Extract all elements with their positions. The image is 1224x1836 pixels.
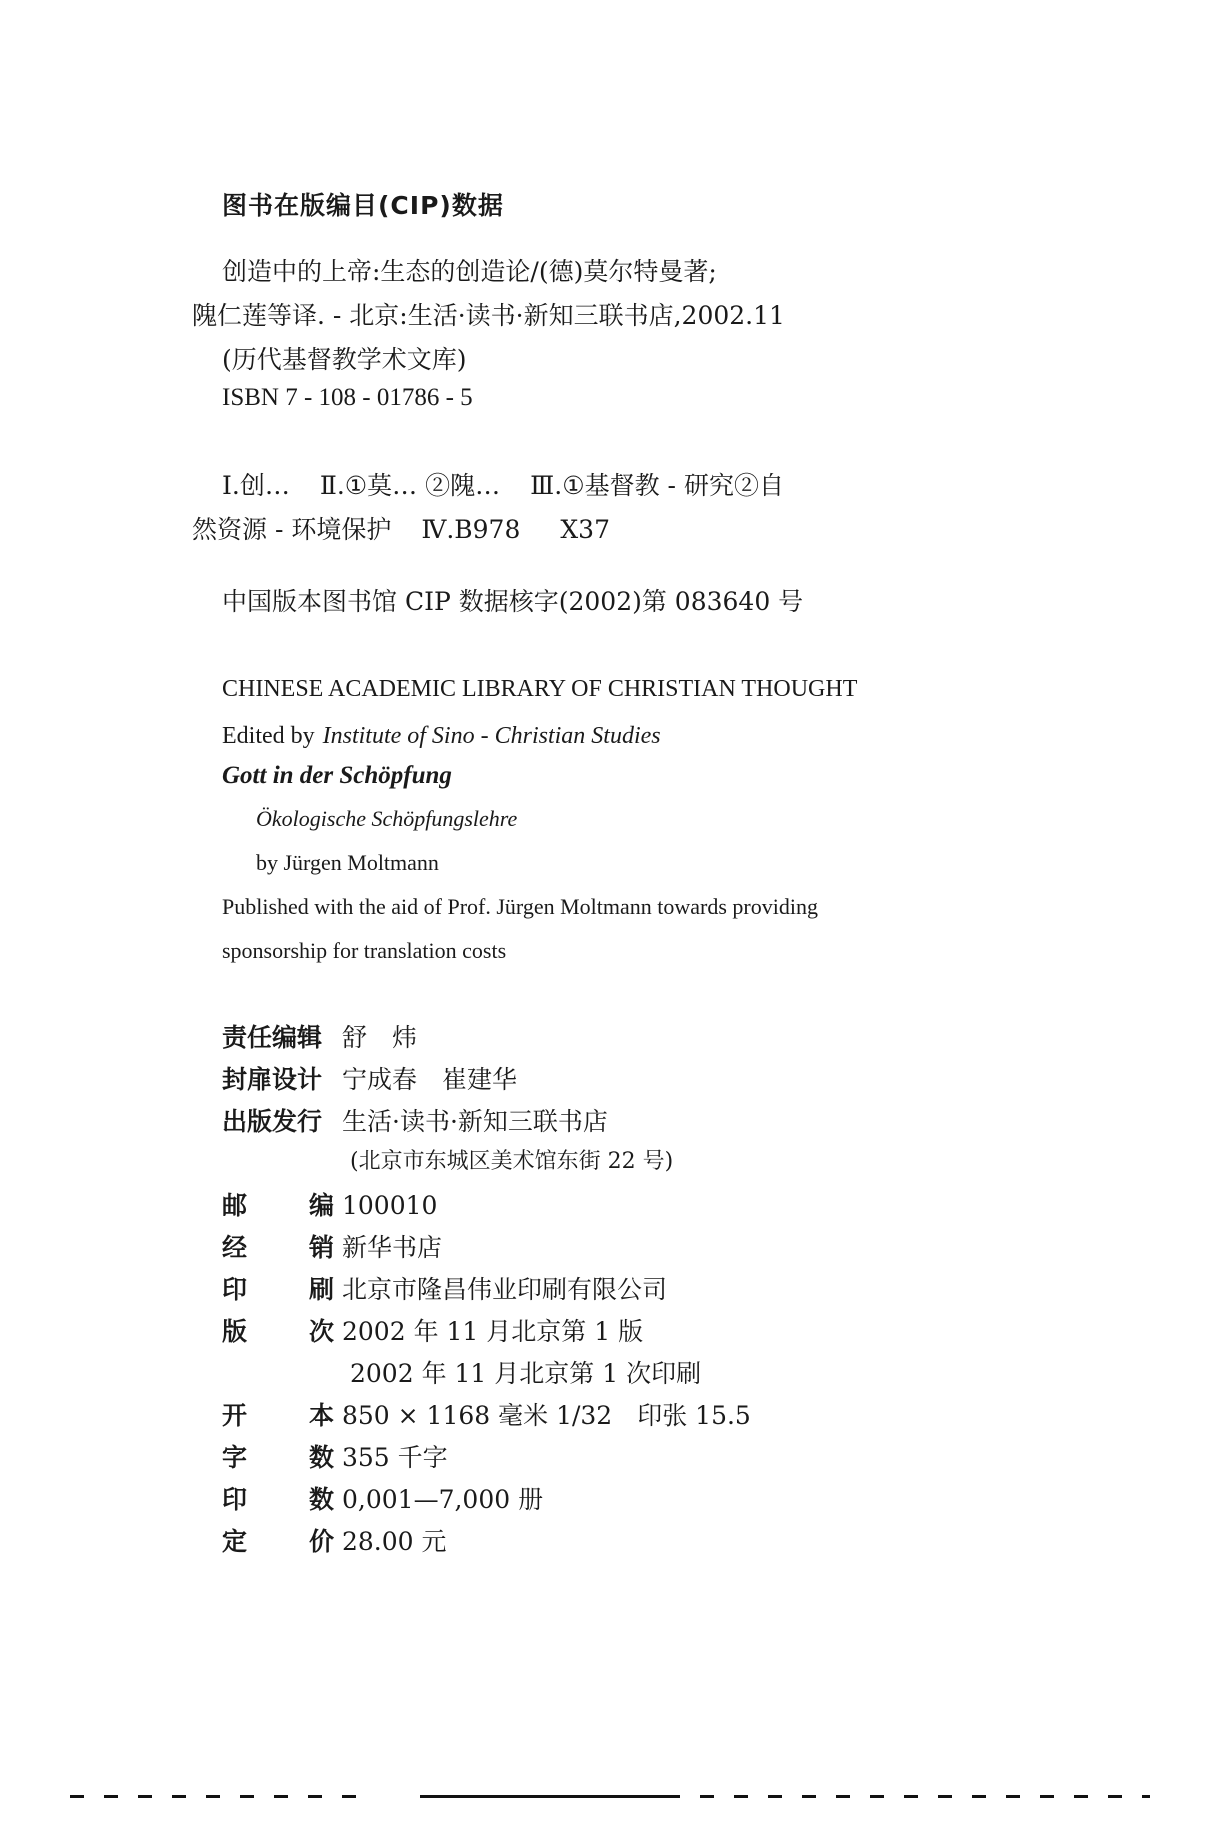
imprint-editor-row (222, 1018, 417, 1054)
imprint-cover-label: 封扉设计 (222, 1065, 323, 1094)
published-note-line1: Published with the aid of Prof. Jürgen Moltmann towards providing (222, 894, 818, 919)
classification-2: Ⅱ.①莫… ②隗… (319, 471, 501, 500)
imprint-copies-value: 0,001—7,000 册 (342, 1485, 544, 1514)
imprint-edition-row (222, 1312, 643, 1348)
imprint-editor-value: 舒 炜 (342, 1023, 418, 1052)
imprint-printer-label: 印 刷 (222, 1275, 334, 1304)
classification-5: X37 (560, 515, 610, 544)
original-title: Gott in der Schöpfung (222, 762, 452, 789)
classification-4: Ⅳ.B978 (421, 515, 521, 544)
imprint-distributor-row (222, 1228, 442, 1264)
imprint-copies-label: 印 数 (222, 1485, 334, 1514)
imprint-copies-row (222, 1480, 543, 1516)
imprint-publisher-label: 出版发行 (222, 1107, 323, 1136)
cip-entry-line1: 创造中的上帝:生态的创造论/(德)莫尔特曼著; (222, 257, 717, 286)
cip-classification-line2 (192, 510, 610, 546)
imprint-price-label: 定 价 (222, 1527, 334, 1556)
edited-by-prefix: Edited by (222, 723, 315, 749)
imprint-words-value: 355 千字 (342, 1443, 448, 1472)
cip-entry-line2: 隗仁莲等译. - 北京:生活·读书·新知三联书店,2002.11 (192, 301, 785, 330)
imprint-distributor-label: 经 销 (222, 1233, 334, 1262)
original-subtitle: Ökologische Schöpfungslehre (256, 806, 518, 831)
imprint-postcode-label: 邮 编 (222, 1191, 334, 1220)
imprint-printer-row (222, 1270, 667, 1306)
imprint-editor-label: 责任编辑 (222, 1023, 323, 1052)
imprint-words-row (222, 1438, 448, 1474)
imprint-cover-row (222, 1060, 517, 1096)
scan-artifact-rule (420, 1795, 680, 1798)
imprint-edition-value-2: 2002 年 11 月北京第 1 次印刷 (350, 1359, 702, 1388)
classification-3: Ⅲ.①基督教 - 研究②自 (530, 471, 784, 500)
imprint-format-value: 850 × 1168 毫米 1/32 印张 15.5 (342, 1401, 751, 1430)
scan-artifact-dashes-right (700, 1795, 1150, 1798)
imprint-printer-value: 北京市隆昌伟业印刷有限公司 (342, 1275, 668, 1304)
imprint-postcode-value: 100010 (342, 1191, 438, 1220)
cip-verification: 中国版本图书馆 CIP 数据核字(2002)第 083640 号 (222, 587, 804, 616)
imprint-edition-value-1: 2002 年 11 月北京第 1 版 (342, 1317, 644, 1346)
scan-artifact-dashes-left (70, 1795, 370, 1798)
classification-3-cont: 然资源 - 环境保护 (192, 515, 392, 544)
imprint-format-label: 开 本 (222, 1401, 334, 1430)
imprint-edition-label: 版 次 (222, 1317, 334, 1346)
imprint-postcode-row (222, 1186, 437, 1222)
cip-heading: 图书在版编目(CIP)数据 (222, 191, 504, 220)
library-name: CHINESE ACADEMIC LIBRARY OF CHRISTIAN THOUGHT (222, 676, 858, 702)
imprint-publisher-value: 生活·读书·新知三联书店 (342, 1107, 608, 1136)
imprint-price-value: 28.00 元 (342, 1527, 447, 1556)
imprint-price-row (222, 1522, 447, 1558)
cip-series: (历代基督教学术文库) (222, 345, 467, 374)
imprint-address: (北京市东城区美术馆东街 22 号) (350, 1149, 674, 1174)
edited-by-line (222, 720, 661, 750)
imprint-publisher-row (222, 1102, 608, 1138)
imprint-cover-value: 宁成春 崔建华 (342, 1065, 518, 1094)
imprint-words-label: 字 数 (222, 1443, 334, 1472)
imprint-distributor-value: 新华书店 (342, 1233, 443, 1262)
edited-by-institute: Institute of Sino - Christian Studies (322, 723, 661, 749)
imprint-format-row (222, 1396, 751, 1432)
classification-1: Ⅰ.创… (222, 471, 290, 500)
original-author: by Jürgen Moltmann (256, 850, 439, 875)
published-note-line2: sponsorship for translation costs (222, 938, 507, 963)
cip-classification-line1 (222, 466, 784, 502)
cip-isbn: ISBN 7 - 108 - 01786 - 5 (222, 384, 473, 411)
